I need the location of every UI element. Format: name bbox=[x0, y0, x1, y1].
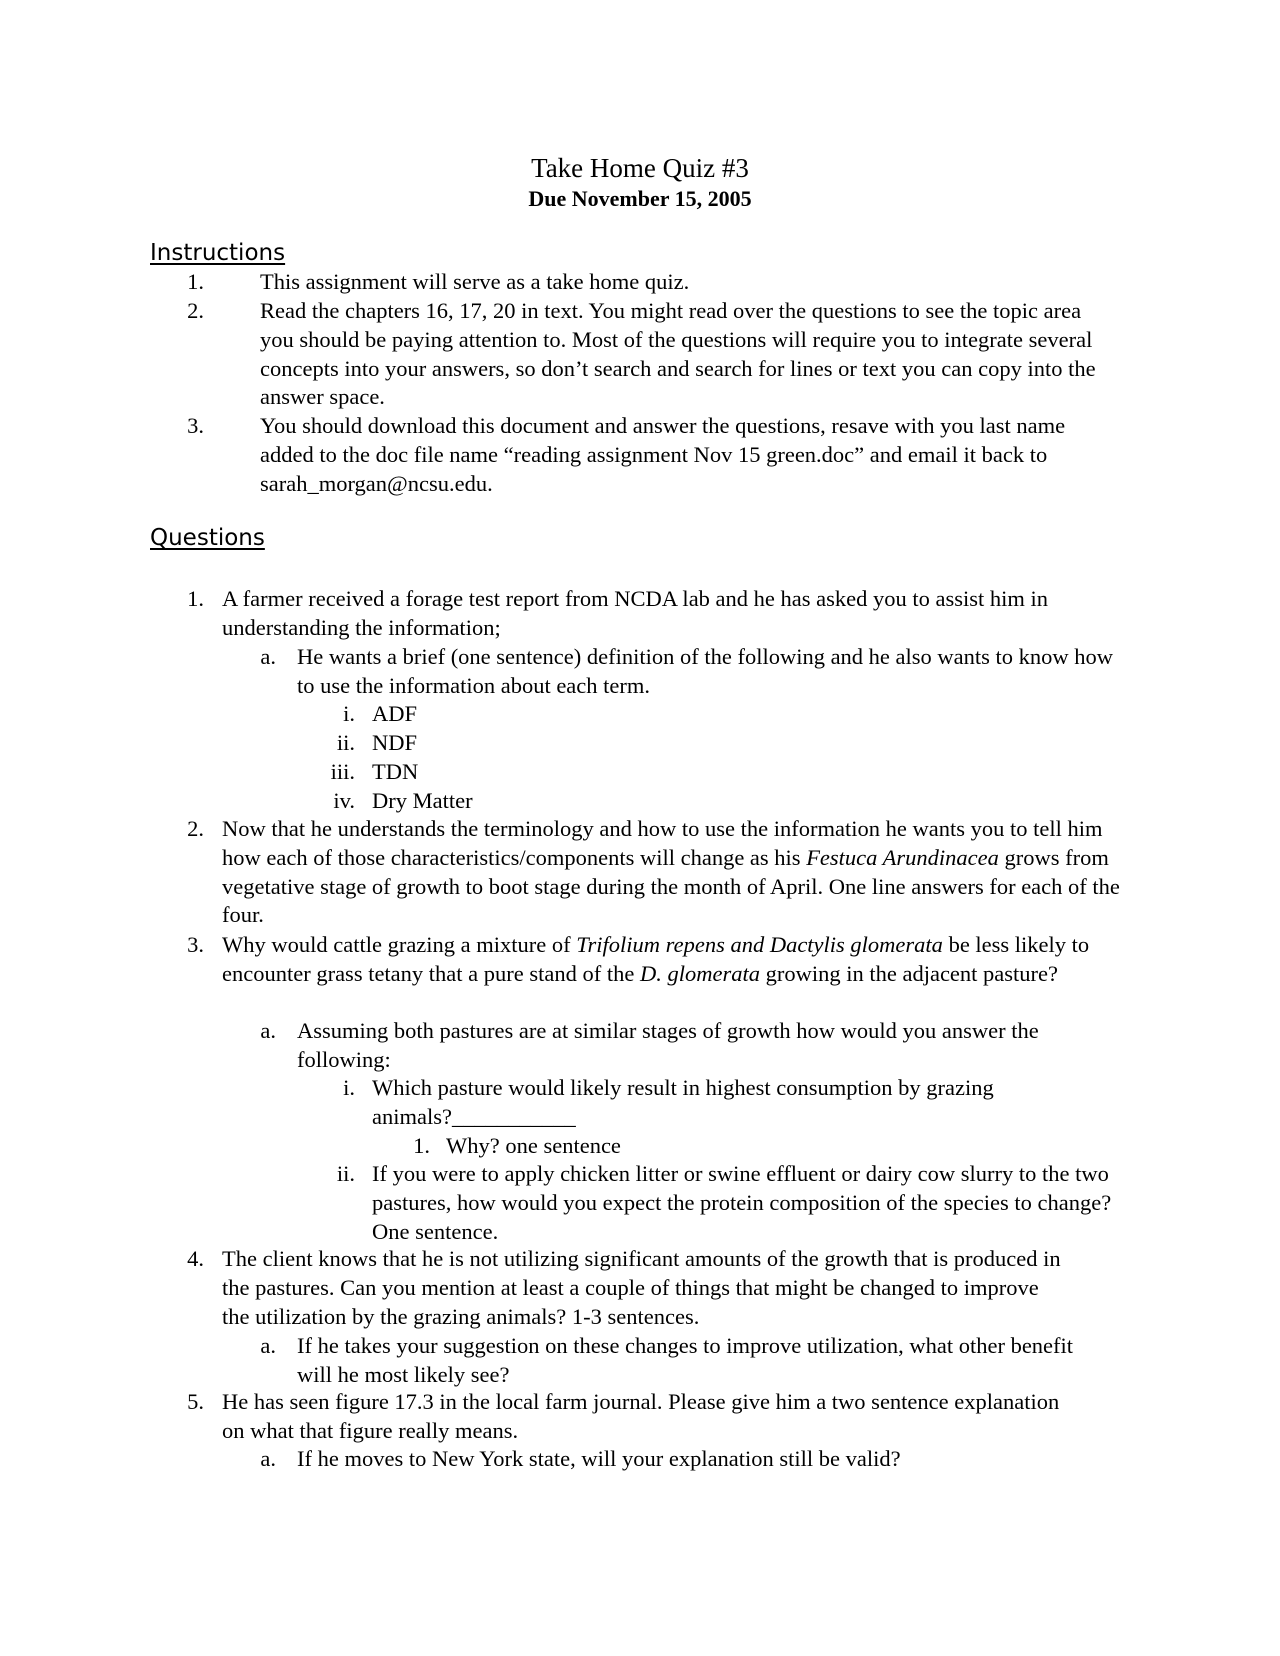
question-text-part: grows from vegetative stage of growth to boot stage during the month of April. One line answers for each of the four. bbox=[222, 844, 1120, 928]
question-number: 5. bbox=[187, 1389, 204, 1414]
page-title: Take Home Quiz #3 bbox=[531, 153, 749, 183]
part-letter: a. bbox=[260, 1333, 276, 1358]
instruction-text: This assignment will serve as a take home quiz. bbox=[260, 269, 690, 294]
question-text: He has seen figure 17.3 in the local farm journal. Please give him a two sentence explanation on what that figure really means. bbox=[222, 1389, 1060, 1443]
term-number: i. bbox=[343, 701, 355, 726]
subpart-number: 1. bbox=[413, 1133, 430, 1158]
instruction-number: 3. bbox=[187, 413, 204, 438]
term-number: iii. bbox=[330, 759, 355, 784]
term-text: TDN bbox=[372, 759, 419, 784]
question-text-part: be less likely to encounter grass tetany that a pure stand of the bbox=[222, 932, 1090, 986]
subpart-number: ii. bbox=[336, 1161, 355, 1186]
part-letter: a. bbox=[260, 644, 276, 669]
part-text: He wants a brief (one sentence) definition of the following and he also wants to know how to use the information about each term. bbox=[297, 644, 1114, 698]
subpart-text: Which pasture would likely result in highest consumption by grazing animals?___________ bbox=[372, 1075, 994, 1129]
species-pure: D. glomerata bbox=[639, 960, 760, 986]
species-name: Festuca Arundinacea bbox=[806, 844, 999, 870]
part-letter: a. bbox=[260, 1018, 276, 1043]
species-mixture: Trifolium repens and Dactylis glomerata bbox=[576, 932, 943, 957]
question-text-part: Now that he understands the terminology and how to use the information he wants you to tell him how each of those characteristics/components will change as his bbox=[222, 816, 1103, 870]
part-letter: a. bbox=[260, 1446, 276, 1471]
instruction-number: 1. bbox=[187, 269, 204, 294]
subpart-text: Why? one sentence bbox=[446, 1133, 621, 1158]
question-text-part: growing in the adjacent pasture? bbox=[759, 960, 1058, 986]
question-number: 4. bbox=[187, 1246, 204, 1271]
subpart-number: i. bbox=[343, 1075, 355, 1100]
part-text: If he moves to New York state, will your explanation still be valid? bbox=[297, 1446, 901, 1471]
question-text: A farmer received a forage test report from NCDA lab and he has asked you to assist him in understanding the information; bbox=[222, 586, 1049, 640]
question-text bbox=[222, 931, 1122, 989]
question-text: The client knows that he is not utilizing significant amounts of the growth that is produced in the pastures. Can you mention at least a couple of things that might be changed to improve the utilization by the grazing animals? 1-3 sentences. bbox=[222, 1246, 1061, 1329]
instruction-number: 2. bbox=[187, 298, 204, 323]
questions-heading: Questions bbox=[150, 525, 265, 551]
term-text: NDF bbox=[372, 730, 418, 755]
term-text: Dry Matter bbox=[372, 788, 473, 813]
term-number: iv. bbox=[333, 788, 355, 813]
subpart-text: If you were to apply chicken litter or swine effluent or dairy cow slurry to the two pastures, how would you expect the protein composition of the species to change? One sentence. bbox=[372, 1161, 1112, 1244]
part-text: If he takes your suggestion on these changes to improve utilization, what other benefit will he most likely see? bbox=[297, 1333, 1074, 1387]
question-number: 2. bbox=[187, 816, 204, 841]
question-text-part: Why would cattle grazing a mixture of bbox=[222, 932, 577, 957]
part-text: Assuming both pastures are at similar stages of growth how would you answer the following: bbox=[297, 1018, 1039, 1072]
term-number: ii. bbox=[336, 730, 355, 755]
term-text: ADF bbox=[372, 701, 418, 726]
instruction-text: Read the chapters 16, 17, 20 in text. You might read over the questions to see the topic area you should be paying attention to. Most of the questions will require you to integrate several concepts into your answers, so don’t search and search for lines or text you can copy into the answer space. bbox=[260, 298, 1096, 410]
due-date: Due November 15, 2005 bbox=[528, 186, 752, 211]
question-number: 1. bbox=[187, 586, 204, 611]
question-number: 3. bbox=[187, 932, 204, 957]
instruction-text: You should download this document and answer the questions, resave with you last name added to the doc file name “reading assignment Nov 15 green.doc” and email it back to sarah_morgan@ncsu.edu. bbox=[260, 413, 1066, 496]
instructions-heading: Instructions bbox=[150, 240, 286, 266]
question-text bbox=[222, 815, 1122, 930]
